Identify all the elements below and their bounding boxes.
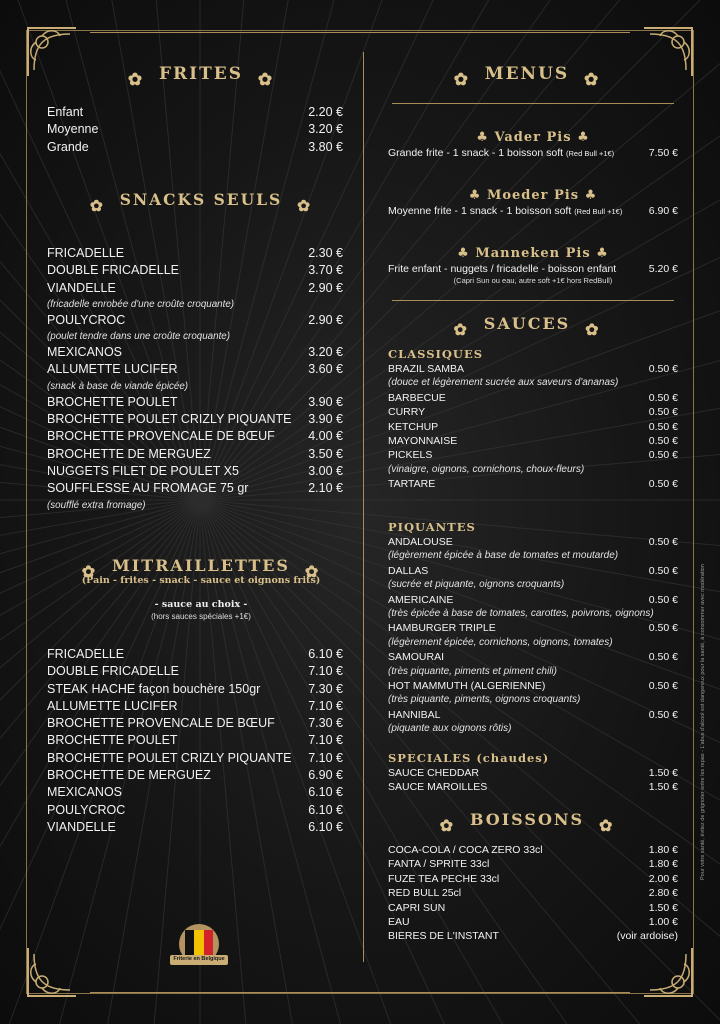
item-name: EAU <box>388 916 410 929</box>
mitraillettes-list <box>47 646 343 836</box>
list-item <box>47 121 343 138</box>
top-border-line <box>90 32 630 33</box>
menu-desc: Grande frite - 1 snack - 1 boisson soft <box>388 147 564 159</box>
sauces-speciales <box>388 750 678 795</box>
item-name: HAMBURGER TRIPLE <box>388 622 496 635</box>
item-name: BROCHETTE PROVENCALE DE BŒUF <box>47 716 275 731</box>
item-name: DOUBLE FRICADELLE <box>47 664 179 679</box>
item-name: SOUFFLESSE AU FROMAGE 75 gr <box>47 481 249 496</box>
list-item <box>388 362 678 376</box>
item-note: (soufflé extra fromage) <box>47 499 146 511</box>
item-name: VIANDELLE <box>47 280 116 295</box>
item-name: POULYCROC <box>47 312 126 327</box>
item-name: BARBECUE <box>388 391 446 404</box>
menu-price: 5.20 € <box>648 263 678 275</box>
item-name: FRICADELLE <box>47 246 125 260</box>
list-item <box>388 679 678 693</box>
item-name: BROCHETTE POULET CRIZLY PIQUANTE <box>47 412 292 427</box>
list-item <box>388 434 678 448</box>
item-note: (snack à base de viande épicée) <box>47 380 189 392</box>
item-name: BRAZIL SAMBA <box>388 363 465 375</box>
item-price: 1.80 € <box>648 844 678 856</box>
item-price: 6.10 € <box>308 819 343 834</box>
menu-name: Manneken Pis <box>475 246 591 261</box>
item-note: (vinaigre, oignons, cornichons, choux-fleurs) <box>388 463 585 475</box>
flourish-icon: ✿ <box>598 815 615 835</box>
flourish-icon: ✿ <box>127 69 145 90</box>
item-price: 3.60 € <box>308 362 343 377</box>
item-name: BROCHETTE POULET CRIZLY PIQUANTE <box>47 750 292 765</box>
item-name: HOT MAMMUTH (ALGERIENNE) <box>388 680 546 693</box>
item-price: 0.50 € <box>648 435 678 448</box>
sauces-classiques <box>388 346 678 492</box>
item-note: (légèrement épicée à base de tomates et moutarde) <box>388 550 619 562</box>
bottom-border-line <box>90 992 630 993</box>
sauces-title-text: SAUCES <box>483 314 571 333</box>
item-name: FANTA / SPRITE 33cl <box>388 858 490 871</box>
sauce-category-title: PIQUANTES <box>388 520 476 534</box>
item-name: VIANDELLE <box>47 819 116 834</box>
item-note: (sucrée et piquante, oignons croquants) <box>388 579 565 591</box>
item-price: 4.00 € <box>308 429 343 444</box>
item-price: 3.00 € <box>308 463 343 478</box>
item-price: 7.10 € <box>308 750 343 765</box>
item-name: POULYCROC <box>47 802 126 817</box>
item-name: Moyenne <box>47 122 99 137</box>
item-price: 3.70 € <box>308 263 343 278</box>
mitraillettes-subtitle: (Pain - frites - snack - sauce et oignons frits) <box>81 575 321 586</box>
sauce-choice-note: (hors sauces spéciales +1€) <box>151 612 251 621</box>
list-item <box>388 766 678 780</box>
belgian-flag-badge <box>168 922 230 970</box>
item-name: KETCHUP <box>388 420 439 433</box>
item-price: 3.20 € <box>308 345 343 360</box>
item-name: Enfant <box>47 105 84 119</box>
item-name: TARTARE <box>388 478 436 491</box>
item-price: 6.10 € <box>308 785 343 800</box>
item-price: (voir ardoise) <box>616 930 678 943</box>
item-name: COCA-COLA / COCA ZERO 33cl <box>388 844 543 856</box>
item-price: 1.50 € <box>648 901 678 914</box>
snacks-title-text: SNACKS SEULS <box>119 190 283 209</box>
menu-extra: (Red Bull +1€) <box>574 207 623 216</box>
menus-title-text: MENUS <box>484 64 570 84</box>
item-name: BROCHETTE DE MERGUEZ <box>47 446 211 461</box>
item-price: 0.50 € <box>648 391 678 404</box>
item-note: (légèrement épicée, cornichons, oignons, tomates) <box>388 636 613 648</box>
frites-list <box>47 104 343 156</box>
item-price: 1.00 € <box>648 916 678 929</box>
menu-price: 6.90 € <box>648 205 678 217</box>
item-price: 2.90 € <box>308 312 343 327</box>
item-price: 2.30 € <box>308 246 343 260</box>
item-name: ALLUMETTE LUCIFER <box>47 362 178 377</box>
item-note: (très piquante, piments et piment chili) <box>388 665 557 677</box>
list-item <box>388 915 678 929</box>
flourish-icon: ✿ <box>453 69 470 90</box>
boissons-title <box>372 810 682 835</box>
list-item <box>47 312 343 329</box>
item-price: 3.20 € <box>308 122 343 137</box>
item-price: 6.10 € <box>308 802 343 817</box>
item-price: 1.50 € <box>648 781 678 794</box>
center-divider <box>363 52 364 962</box>
item-name: BROCHETTE PROVENCALE DE BŒUF <box>47 429 275 444</box>
item-name: SAUCE MAROILLES <box>388 781 488 794</box>
item-price: 6.90 € <box>308 768 343 783</box>
item-note: (fricadelle enrobée d'une croûte croquante) <box>47 298 235 310</box>
list-item <box>47 663 343 680</box>
list-item <box>388 857 678 871</box>
menu-vader-pis <box>388 130 678 159</box>
item-note: (douce et légèrement sucrée aux saveurs d'ananas) <box>388 377 619 389</box>
flourish-icon: ✿ <box>584 69 601 90</box>
list-item <box>47 819 343 836</box>
menus-title <box>372 64 682 90</box>
item-name: CURRY <box>388 406 426 419</box>
item-note: (piquante aux oignons rôtis) <box>388 723 512 735</box>
item-price: 0.50 € <box>648 564 678 577</box>
corner-ornament-icon <box>640 944 696 1000</box>
list-item <box>388 448 678 462</box>
item-price: 1.80 € <box>648 858 678 871</box>
fleur-icon: ♣ <box>468 188 482 203</box>
list-item <box>388 535 678 549</box>
flourish-icon: ✿ <box>89 196 105 215</box>
list-item <box>47 245 343 262</box>
item-price: 0.50 € <box>648 449 678 462</box>
item-price: 0.50 € <box>648 593 678 606</box>
flourish-icon: ✿ <box>257 69 275 90</box>
list-item <box>388 780 678 794</box>
boissons-list <box>388 843 678 944</box>
fleur-icon: ♣ <box>584 188 598 203</box>
item-price: 0.50 € <box>648 420 678 433</box>
item-name: PICKELS <box>388 449 433 462</box>
list-item <box>388 650 678 664</box>
item-name: BROCHETTE POULET <box>47 394 178 409</box>
item-price: 7.30 € <box>308 716 343 731</box>
flourish-icon: ✿ <box>439 815 456 835</box>
list-item <box>47 446 343 463</box>
list-item <box>388 420 678 434</box>
item-price: 2.10 € <box>308 481 343 496</box>
sauce-category-title: SPECIALES (chaudes) <box>388 751 550 765</box>
item-name: BIERES DE L'INSTANT <box>388 930 499 943</box>
item-price: 7.10 € <box>308 698 343 713</box>
item-name: RED BULL 25cl <box>388 887 462 900</box>
list-item <box>47 394 343 411</box>
flourish-icon: ✿ <box>453 319 469 339</box>
item-name: SAMOURAI <box>388 651 445 664</box>
item-name: NUGGETS FILET DE POULET X5 <box>47 463 239 478</box>
list-item <box>47 480 343 497</box>
item-price: 0.50 € <box>648 708 678 721</box>
item-price: 0.50 € <box>648 651 678 664</box>
list-item <box>47 698 343 715</box>
item-price: 0.50 € <box>648 536 678 548</box>
list-item <box>47 428 343 445</box>
item-price: 6.10 € <box>308 647 343 661</box>
frites-title-text: FRITES <box>158 64 244 84</box>
item-price: 2.00 € <box>648 872 678 885</box>
list-item <box>47 411 343 428</box>
list-item <box>388 886 678 900</box>
item-name: DALLAS <box>388 564 429 577</box>
item-name: ALLUMETTE LUCIFER <box>47 698 178 713</box>
item-price: 3.80 € <box>308 139 343 154</box>
item-name: FRICADELLE <box>47 647 125 661</box>
item-name: HANNIBAL <box>388 708 441 721</box>
item-note: (très épicée à base de tomates, carottes, poivrons, oignons) <box>388 608 654 620</box>
fleur-icon: ♣ <box>596 246 609 261</box>
list-item <box>47 463 343 480</box>
list-item <box>47 681 343 698</box>
list-item <box>47 139 343 156</box>
list-item <box>47 344 343 361</box>
item-name: MAYONNAISE <box>388 435 458 448</box>
item-name: SAUCE CHEDDAR <box>388 767 480 779</box>
item-note: (poulet tendre dans une croûte croquante) <box>47 331 230 343</box>
list-item <box>47 361 343 378</box>
menu-desc: Frite enfant - nuggets / fricadelle - boisson enfant <box>388 263 617 275</box>
sauce-category-title: CLASSIQUES <box>388 347 484 361</box>
list-item <box>47 802 343 819</box>
list-item <box>388 564 678 578</box>
item-name: BROCHETTE DE MERGUEZ <box>47 768 211 783</box>
list-item <box>47 262 343 279</box>
menu-extra: (Red Bull +1€) <box>566 149 615 158</box>
item-price: 7.10 € <box>308 733 343 748</box>
item-name: STEAK HACHE façon bouchère 150gr <box>47 681 261 696</box>
item-price: 0.50 € <box>648 622 678 635</box>
item-name: AMERICAINE <box>388 593 454 606</box>
item-price: 7.30 € <box>308 681 343 696</box>
item-name: CAPRI SUN <box>388 901 446 914</box>
item-name: MEXICANOS <box>47 785 123 800</box>
item-price: 2.90 € <box>308 280 343 295</box>
menu-name: Vader Pis <box>494 130 572 145</box>
menu-note: (Capri Sun ou eau, autre soft +1€ hors RedBull) <box>453 276 613 285</box>
badge-text: Friterie en Belgique <box>173 956 225 962</box>
legal-notice: Pour votre santé, évitez de grignoter entre les repas - L'abus d'alcool est dangereux pour la santé, à consommer avec modération <box>700 564 706 880</box>
list-item <box>388 593 678 607</box>
list-item <box>388 477 678 491</box>
corner-ornament-icon <box>24 944 80 1000</box>
item-price: 2.20 € <box>308 105 343 119</box>
menu-moeder-pis <box>388 188 678 217</box>
list-item <box>388 929 678 943</box>
list-item <box>47 784 343 801</box>
item-price: 7.10 € <box>308 664 343 679</box>
item-name: FUZE TEA PECHE 33cl <box>388 872 500 885</box>
item-price: 3.90 € <box>308 394 343 409</box>
flourish-icon: ✿ <box>81 561 98 581</box>
list-item <box>47 280 343 297</box>
mitraillettes-title-text: MITRAILLETTES <box>112 556 290 575</box>
item-price: 3.50 € <box>308 446 343 461</box>
fleur-icon: ♣ <box>476 130 489 145</box>
item-name: DOUBLE FRICADELLE <box>47 263 179 278</box>
menu-name: Moeder Pis <box>486 188 580 203</box>
sauces-piquantes <box>388 519 678 737</box>
sauce-choice-label: - sauce au choix - <box>154 599 248 610</box>
item-price: 1.50 € <box>648 767 678 779</box>
list-item <box>388 901 678 915</box>
menus-divider <box>392 103 674 104</box>
list-item <box>47 646 343 663</box>
fleur-icon: ♣ <box>457 246 470 261</box>
item-price: 2.80 € <box>648 887 678 900</box>
list-item <box>388 621 678 635</box>
menu-price: 7.50 € <box>648 147 678 159</box>
menu-manneken-pis <box>388 246 678 285</box>
boissons-title-text: BOISSONS <box>469 810 585 829</box>
flourish-icon: ✿ <box>297 196 313 215</box>
list-item <box>47 104 343 121</box>
snacks-list <box>47 245 343 513</box>
item-price: 0.50 € <box>648 680 678 693</box>
list-item <box>388 872 678 886</box>
item-price: 0.50 € <box>648 478 678 491</box>
list-item <box>388 708 678 722</box>
item-name: ANDALOUSE <box>388 536 453 548</box>
list-item <box>47 715 343 732</box>
list-item <box>388 843 678 857</box>
item-note: (très piquante, piments, oignons croquants) <box>388 694 581 706</box>
menu-desc: Moyenne frite - 1 snack - 1 boisson soft <box>388 205 572 217</box>
flourish-icon: ✿ <box>304 561 321 581</box>
item-name: BROCHETTE POULET <box>47 733 178 748</box>
item-name: Grande <box>47 139 89 154</box>
item-price: 3.90 € <box>308 412 343 427</box>
fleur-icon: ♣ <box>577 130 590 145</box>
flourish-icon: ✿ <box>585 319 601 339</box>
list-item <box>388 391 678 405</box>
snacks-title <box>46 190 356 215</box>
menus-divider <box>392 300 674 301</box>
item-name: MEXICANOS <box>47 345 123 360</box>
list-item <box>388 405 678 419</box>
frites-title <box>46 64 356 90</box>
list-item <box>47 750 343 767</box>
list-item <box>47 732 343 749</box>
list-item <box>47 767 343 784</box>
sauces-title <box>372 314 682 339</box>
item-price: 0.50 € <box>648 406 678 419</box>
item-price: 0.50 € <box>648 363 678 375</box>
